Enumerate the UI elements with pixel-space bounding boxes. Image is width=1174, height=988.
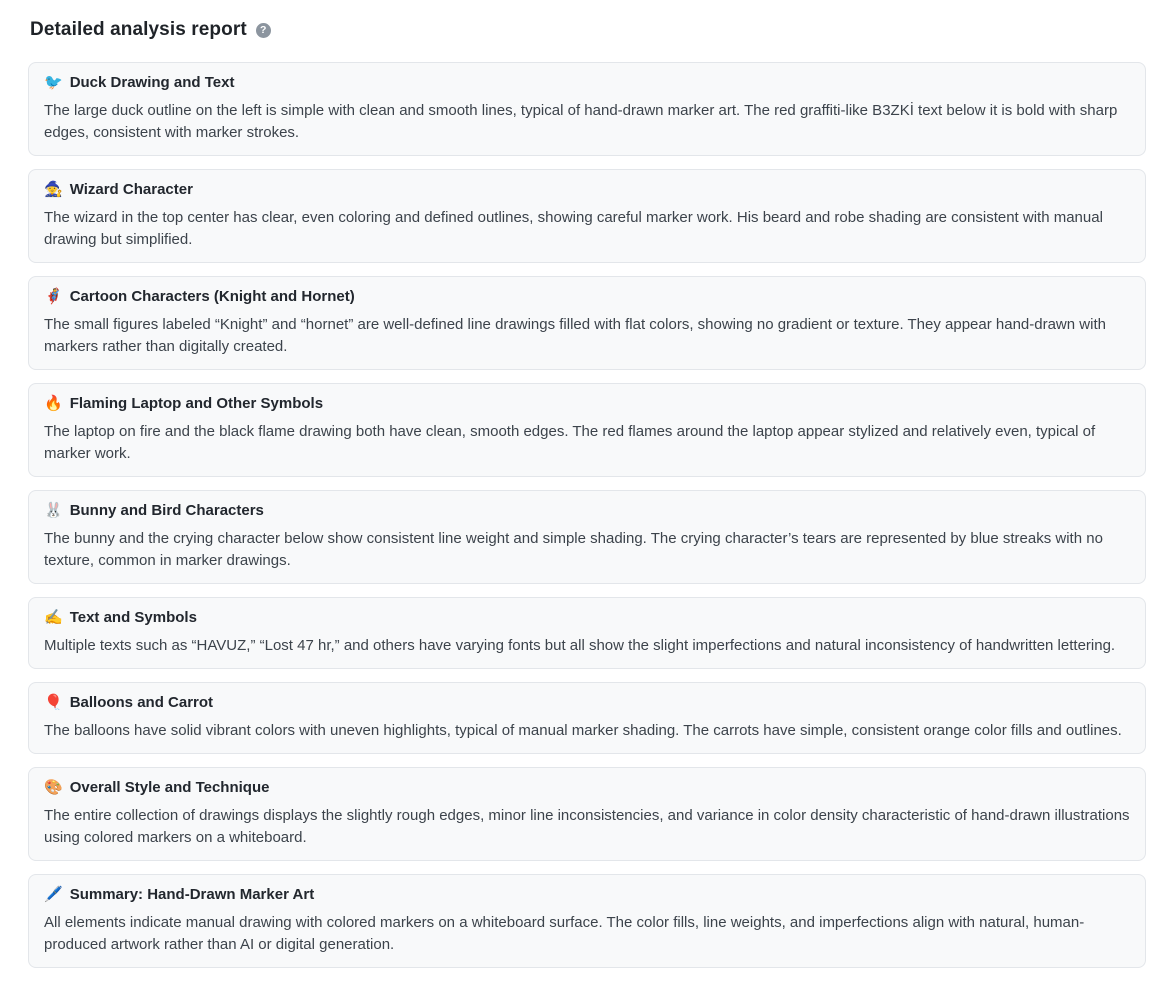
- card-title-text: Overall Style and Technique: [69, 779, 270, 796]
- bunny-icon: 🐰: [44, 502, 63, 519]
- report-card: [28, 597, 1146, 669]
- card-body-text: The bunny and the crying character below show consistent line weight and simple shading. The crying character’s tears are represented by blue streaks with no texture, common in marker drawings.: [44, 530, 1103, 569]
- report-card: [28, 62, 1146, 156]
- report-card: [28, 682, 1146, 754]
- superhero-icon: 🦸: [44, 288, 63, 305]
- card-body-text: The entire collection of drawings displays the slightly rough edges, minor line inconsistencies, and variance in color density characteristic of hand-drawn illustrations using colored markers on a whiteboard.: [44, 807, 1130, 846]
- card-title: [44, 180, 1130, 200]
- card-title: [44, 693, 1130, 713]
- card-title: [44, 608, 1130, 628]
- report-card: [28, 767, 1146, 861]
- card-title: [44, 778, 1130, 798]
- bird-icon: 🐦: [44, 74, 63, 91]
- card-body-text: The balloons have solid vibrant colors with uneven highlights, typical of manual marker shading. The carrots have simple, consistent orange color fills and outlines.: [44, 722, 1122, 739]
- card-title: [44, 287, 1130, 307]
- card-title: [44, 394, 1130, 414]
- page-header: [28, 19, 1146, 41]
- report-card: [28, 874, 1146, 968]
- report-card: [28, 490, 1146, 584]
- card-title: [44, 885, 1130, 905]
- fire-icon: 🔥: [44, 395, 63, 412]
- report-card: [28, 276, 1146, 370]
- card-body-text: The small figures labeled “Knight” and “hornet” are well-defined line drawings filled with flat colors, showing no gradient or texture. They appear hand-drawn with markers rather than digitally created.: [44, 316, 1106, 355]
- card-title-text: Flaming Laptop and Other Symbols: [69, 395, 324, 412]
- wizard-icon: 🧙: [44, 181, 63, 198]
- card-body-text: The large duck outline on the left is simple with clean and smooth lines, typical of hand-drawn marker art. The red graffiti-like B3ZKİ text below it is bold with sharp edges, consistent with marker strokes.: [44, 102, 1118, 141]
- card-title-text: Duck Drawing and Text: [69, 74, 235, 91]
- card-title-text: Bunny and Bird Characters: [69, 502, 264, 519]
- card-title-text: Text and Symbols: [69, 609, 197, 626]
- card-body-text: The laptop on fire and the black flame drawing both have clean, smooth edges. The red flames around the laptop appear stylized and relatively even, typical of marker work.: [44, 423, 1096, 462]
- help-icon[interactable]: ?: [256, 23, 271, 38]
- report-card: [28, 383, 1146, 477]
- card-title: [44, 73, 1130, 93]
- card-title: [44, 501, 1130, 521]
- pen-icon: 🖊️: [44, 886, 63, 903]
- card-title-text: Cartoon Characters (Knight and Hornet): [69, 288, 355, 305]
- card-title-text: Summary: Hand-Drawn Marker Art: [69, 886, 315, 903]
- palette-icon: 🎨: [44, 779, 63, 796]
- card-body-text: Multiple texts such as “HAVUZ,” “Lost 47 hr,” and others have varying fonts but all show the slight imperfections and natural inconsistency of handwritten lettering.: [44, 637, 1116, 654]
- card-body-text: All elements indicate manual drawing with colored markers on a whiteboard surface. The color fills, line weights, and imperfections align with natural, human-produced artwork rather than AI or digital generation.: [44, 914, 1085, 953]
- card-title-text: Wizard Character: [69, 181, 193, 198]
- card-body-text: The wizard in the top center has clear, even coloring and defined outlines, showing careful marker work. His beard and robe shading are consistent with manual drawing but simplified.: [44, 209, 1103, 248]
- writing-hand-icon: ✍️: [44, 609, 63, 626]
- card-title-text: Balloons and Carrot: [69, 694, 214, 711]
- report-card: [28, 169, 1146, 263]
- balloon-icon: 🎈: [44, 694, 63, 711]
- page-title: Detailed analysis report: [30, 19, 247, 40]
- report-cards: [28, 62, 1146, 968]
